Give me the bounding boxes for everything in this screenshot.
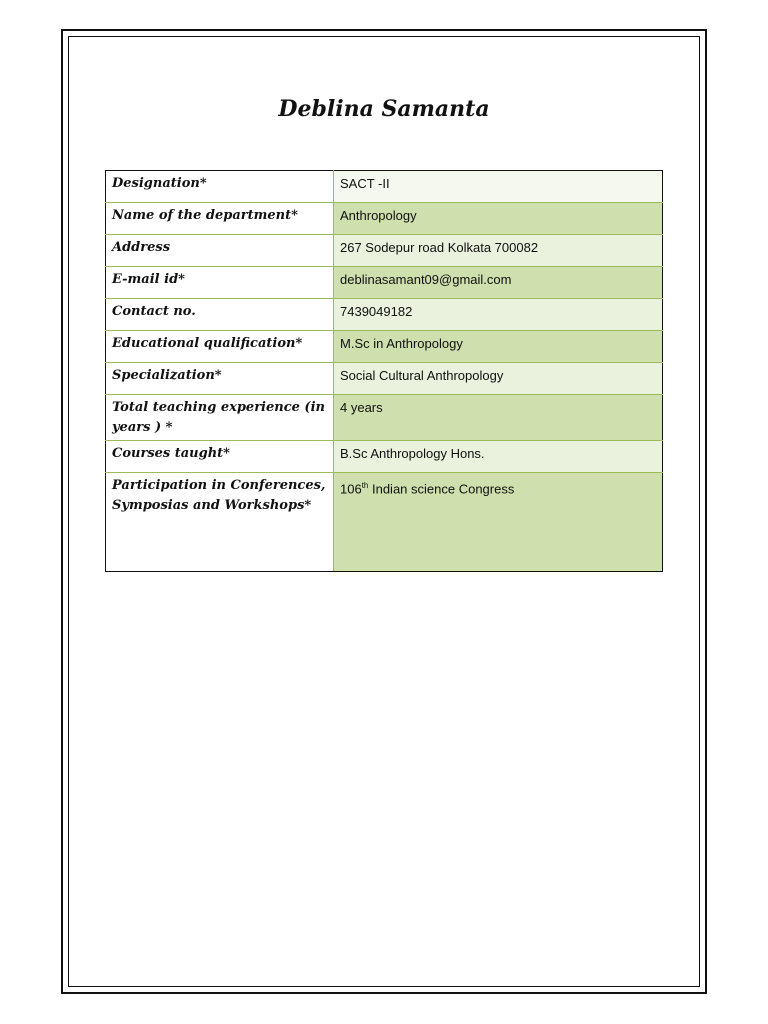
- row-label-experience: Total teaching experience (in years ) *: [106, 395, 334, 441]
- table-row: [106, 235, 663, 267]
- document-title: Deblina Samanta: [278, 96, 490, 122]
- row-label-address: Address: [106, 235, 334, 267]
- row-label-education: Educational qualification*: [106, 331, 334, 363]
- row-value-conferences: [334, 473, 663, 572]
- row-value-courses: B.Sc Anthropology Hons.: [334, 441, 663, 473]
- table-row: [106, 395, 663, 441]
- table-row: [106, 171, 663, 203]
- row-value-contact: 7439049182: [334, 299, 663, 331]
- row-value-designation: SACT -II: [334, 171, 663, 203]
- row-value-experience: 4 years: [334, 395, 663, 441]
- table-row: [106, 331, 663, 363]
- row-value-email: deblinasamant09@gmail.com: [334, 267, 663, 299]
- table-row: [106, 299, 663, 331]
- row-label-email: E-mail id*: [106, 267, 334, 299]
- row-label-courses: Courses taught*: [106, 441, 334, 473]
- row-value-specialization: Social Cultural Anthropology: [334, 363, 663, 395]
- row-label-department: Name of the department*: [106, 203, 334, 235]
- table-row: [106, 441, 663, 473]
- table-row: [106, 203, 663, 235]
- row-value-education: M.Sc in Anthropology: [334, 331, 663, 363]
- table-row: [106, 473, 663, 572]
- row-value-address: 267 Sodepur road Kolkata 700082: [334, 235, 663, 267]
- row-value-department: Anthropology: [334, 203, 663, 235]
- table-row: [106, 267, 663, 299]
- table-row: [106, 363, 663, 395]
- row-label-conferences: Participation in Conferences, Symposias and Workshops*: [106, 473, 334, 572]
- value-sup: th: [361, 481, 369, 490]
- row-label-contact: Contact no.: [106, 299, 334, 331]
- row-label-specialization: Specialization*: [106, 363, 334, 395]
- value-suffix: Indian science Congress: [368, 481, 515, 497]
- value-prefix: 106: [340, 481, 362, 497]
- row-label-designation: Designation*: [106, 171, 334, 203]
- profile-table: [105, 170, 663, 572]
